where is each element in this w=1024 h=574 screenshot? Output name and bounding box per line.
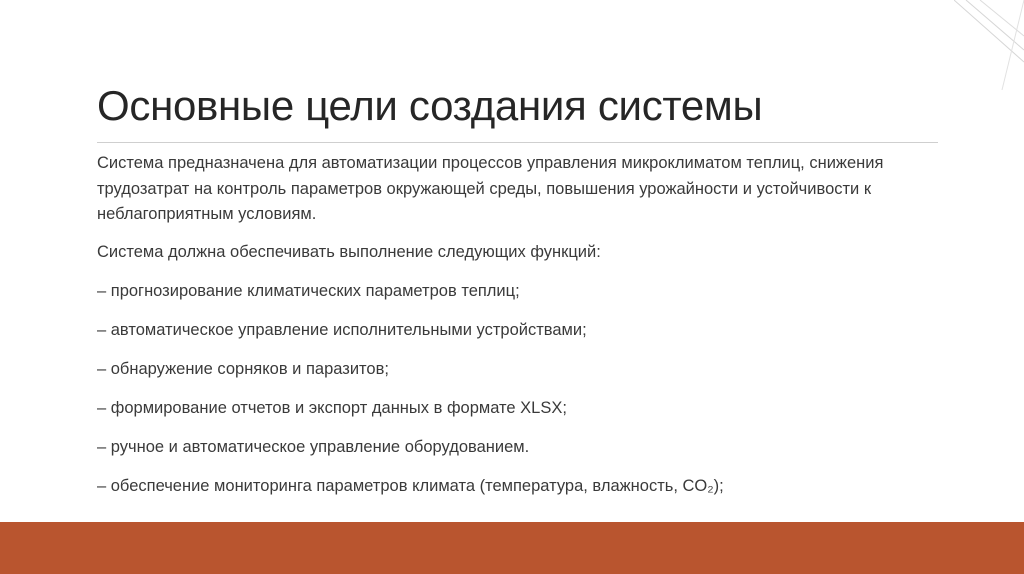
intro-paragraph: Система предназначена для автоматизации процессов управления микроклиматом теплиц, снижения трудозатрат на контроль параметров окружающей среды, повышения урожайности и устойчивости к неблагоприятным условиям. <box>97 154 884 223</box>
functions-list <box>97 279 957 499</box>
title-divider <box>97 142 938 143</box>
functions-lead: Система должна обеспечивать выполнение следующих функций: <box>97 242 601 261</box>
bottom-accent-bar <box>0 522 1024 574</box>
function-item: – обнаружение сорняков и паразитов; <box>97 360 389 378</box>
function-item: – ручное и автоматическое управление оборудованием. <box>97 438 530 456</box>
function-item: – формирование отчетов и экспорт данных в формате XLSX; <box>97 399 567 417</box>
function-item: – обеспечение мониторинга параметров климата (температура, влажность, CO₂); <box>97 477 724 495</box>
function-item: – прогнозирование климатических параметров теплиц; <box>97 282 520 300</box>
slide-body <box>97 151 957 513</box>
corner-decoration <box>954 0 1024 90</box>
slide-title: Основные цели создания системы <box>97 82 763 129</box>
function-item: – автоматическое управление исполнительными устройствами; <box>97 321 587 339</box>
